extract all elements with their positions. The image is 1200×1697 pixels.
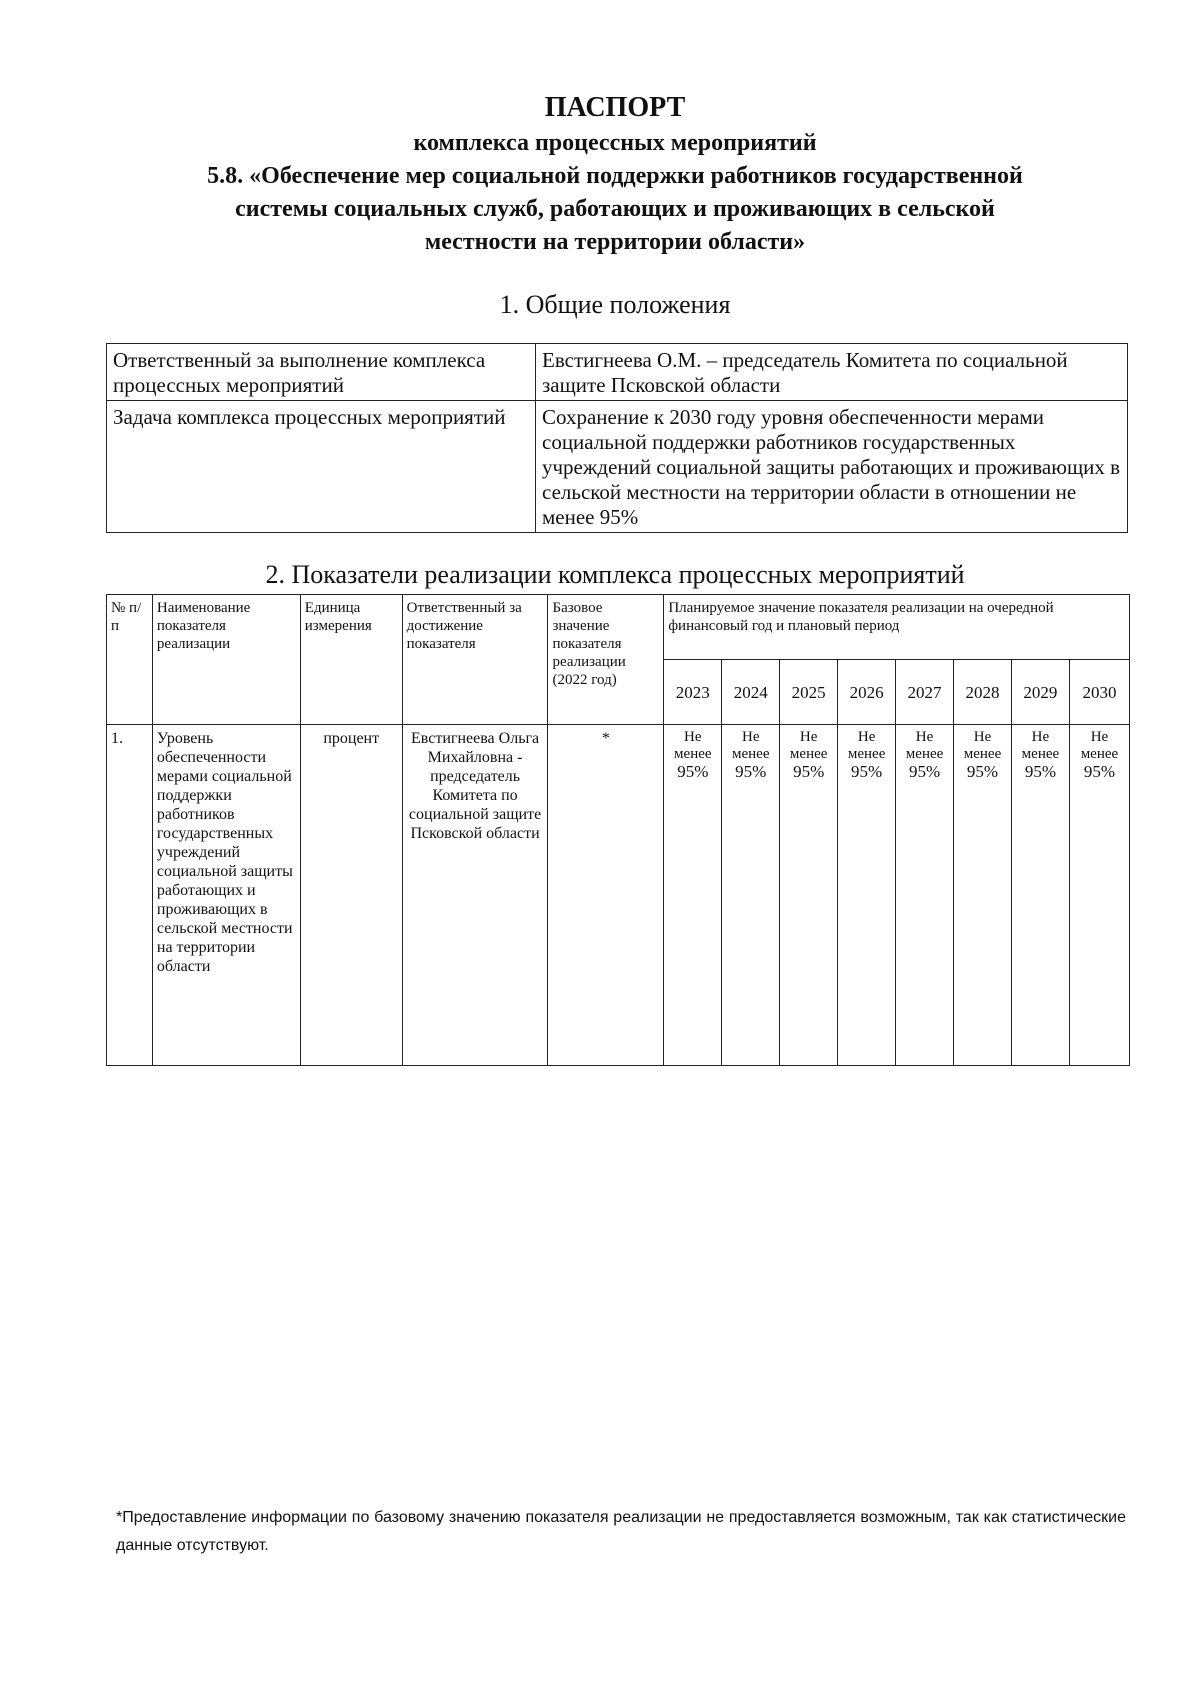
header-year: 2024 xyxy=(722,660,780,725)
table-row xyxy=(107,725,1130,1066)
cell-value xyxy=(954,725,1012,1066)
section-indicators-title: 2. Показатели реализации комплекса процессных мероприятий xyxy=(265,560,965,589)
header-unit: Единица измерения xyxy=(300,595,402,725)
program-title-line: системы социальных служб, работающих и проживающих в сельской xyxy=(235,196,995,222)
table-row xyxy=(107,401,1128,533)
cell-unit: процент xyxy=(300,725,402,1066)
value-percent: 95% xyxy=(793,762,825,781)
value-percent: 95% xyxy=(677,762,709,781)
cell-value xyxy=(1069,725,1129,1066)
indicators-table xyxy=(106,594,1130,1066)
header-year: 2029 xyxy=(1011,660,1069,725)
cell-base: * xyxy=(548,725,664,1066)
row-label: Ответственный за выполнение комплекса процессных мероприятий xyxy=(107,344,536,401)
header-year: 2023 xyxy=(664,660,722,725)
cell-value xyxy=(1011,725,1069,1066)
value-percent: 95% xyxy=(1024,762,1056,781)
header-responsible: Ответственный за достижение показателя xyxy=(402,595,548,725)
cell-value xyxy=(664,725,722,1066)
value-percent: 95% xyxy=(1083,762,1116,781)
cell-num: 1. xyxy=(107,725,153,1066)
value-percent: 95% xyxy=(735,762,767,781)
general-provisions-table xyxy=(106,343,1128,533)
value-prefix: Не менее xyxy=(731,729,770,762)
document-title: ПАСПОРТ xyxy=(544,92,686,123)
value-prefix: Не менее xyxy=(1080,729,1119,762)
cell-value xyxy=(838,725,896,1066)
header-num: № п/п xyxy=(107,595,153,725)
header-base: Базовое значение показателя реализации (2022 год) xyxy=(548,595,664,725)
header-year: 2027 xyxy=(896,660,954,725)
footnote: *Предоставление информации по базовому значению показателя реализации не предоставляется возможным, так как статистические данные отсутствуют. xyxy=(116,1509,1126,1554)
header-row xyxy=(107,595,1130,660)
header-name: Наименование показателя реализации xyxy=(152,595,300,725)
cell-value xyxy=(722,725,780,1066)
header-year: 2025 xyxy=(780,660,838,725)
value-percent: 95% xyxy=(966,762,999,781)
cell-name: Уровень обеспеченности мерами социальной поддержки работников государственных учреждений социальной защиты работающих и проживающих в сельской местности на территории области xyxy=(152,725,300,1066)
document-subtitle: комплекса процессных мероприятий xyxy=(413,130,817,156)
value-percent: 95% xyxy=(908,762,941,781)
cell-responsible: Евстигнеева Ольга Михайловна - председатель Комитета по социальной защите Псковской области xyxy=(402,725,548,1066)
row-value: Сохранение к 2030 году уровня обеспеченности мерами социальной поддержки работников государственных учреждений социальной защиты работающих и проживающих в сельской местности на территории области в отношении не менее 95% xyxy=(536,401,1128,533)
cell-value xyxy=(780,725,838,1066)
value-prefix: Не менее xyxy=(905,729,944,762)
value-percent: 95% xyxy=(851,762,883,781)
header-year: 2026 xyxy=(838,660,896,725)
header-year: 2028 xyxy=(954,660,1012,725)
value-prefix: Не менее xyxy=(847,729,886,762)
row-value: Евстигнеева О.М. – председатель Комитета по социальной защите Псковской области xyxy=(536,344,1128,401)
header-year: 2030 xyxy=(1069,660,1129,725)
value-prefix: Не менее xyxy=(674,729,712,762)
header-planned: Планируемое значение показателя реализации на очередной финансовый год и плановый период xyxy=(664,595,1130,660)
program-title xyxy=(0,160,1200,259)
table-row xyxy=(107,344,1128,401)
value-prefix: Не менее xyxy=(789,729,828,762)
section-general-title: 1. Общие положения xyxy=(499,290,731,319)
cell-value xyxy=(896,725,954,1066)
program-title-line: местности на территории области» xyxy=(424,229,806,255)
value-prefix: Не менее xyxy=(963,729,1002,762)
value-prefix: Не менее xyxy=(1021,729,1060,762)
row-label: Задача комплекса процессных мероприятий xyxy=(107,401,536,533)
program-title-line: 5.8. «Обеспечение мер социальной поддержки работников государственной xyxy=(207,163,1023,189)
